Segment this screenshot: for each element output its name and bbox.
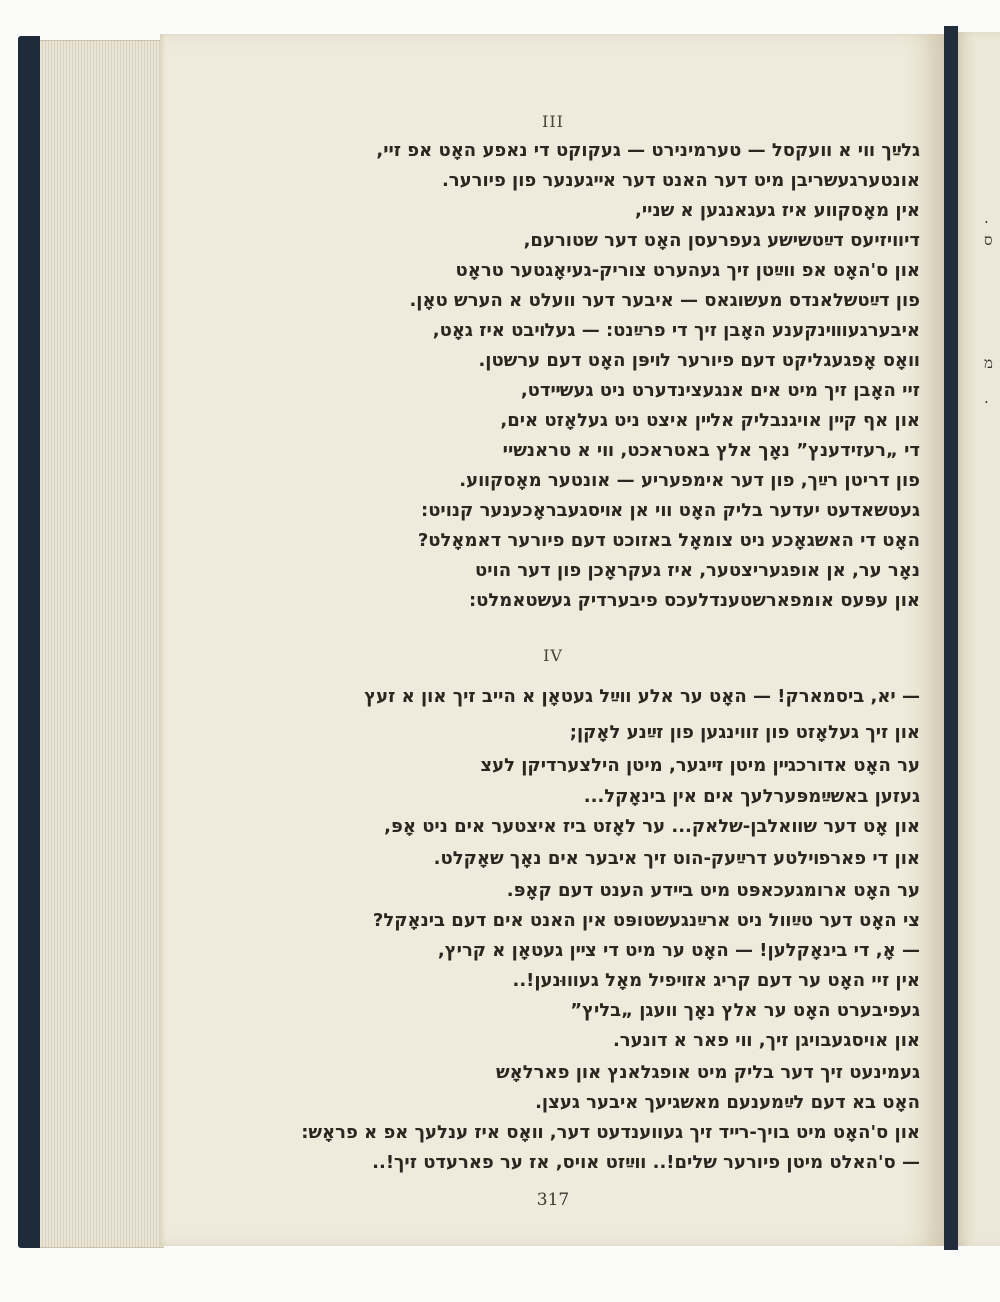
text-line: און עפּעס אומפארשטענדלעכס פיבערדיק געשטאמלט:	[468, 590, 920, 611]
text-line: צי האָט דער טײַװל ניט ארײַנגעשטופּט אין האנט אים דעם בינאָקל?	[372, 910, 920, 931]
facing-page-mark: ס	[984, 231, 993, 249]
text-line: האָט בא דעם לײַמענעם מאשגיעך איבער געצן.	[535, 1092, 920, 1113]
page-text	[160, 34, 946, 1246]
facing-page-mark: .	[984, 389, 989, 407]
text-line: האָט די האשגאָכע ניט צומאָל באזוכט דעם פיורער דאמאָלט?	[417, 530, 920, 551]
facing-page-mark: .	[984, 209, 989, 227]
text-line: אונטערגעשריבן מיט דער האנט דער אײגענער פון פיורער.	[441, 170, 920, 191]
text-line: גלײַך װי א װעקסל — טערמינירט — געקוקט די נאפע האָט אפ זיי,	[376, 140, 920, 161]
text-line: — אָ, די בינאָקלען! — האָט ער מיט די צײן געטאָן א קריץ,	[437, 940, 920, 961]
text-line: געמינעט זיך דער בליק מיט אופגלאנץ און פארלאָש	[496, 1062, 920, 1083]
text-line: זיי האָבן זיך מיט אים אנגעצינדערט ניט געשײדט,	[520, 380, 920, 401]
text-line: דיװיזיעס דײַטשישע געפרעסן האָט דער שטורעם,	[523, 230, 920, 251]
page-block-edges	[40, 40, 164, 1248]
text-line: און אף קײן אויגנבליק אלײן איצט ניט געלאָזט אים,	[500, 410, 920, 431]
text-line: געטשאדעט יעדער בליק האָט װי אן אױסגעבראָכענער קנויט:	[421, 500, 920, 521]
text-line: און אויסגעבויגן זיך, װי פאר א דונער.	[612, 1030, 920, 1051]
text-line: און ס'האָט אפ װײַטן זיך געהערט צוריק-געיאָגטער טראָט	[455, 260, 920, 281]
text-line: ער האָט אדורכגײן מיטן זײגער, מיטן הילצערדיקן לעצ	[480, 755, 920, 776]
text-line: פון דריטן רײַך, פון דער אימפעריע — אונטער מאָסקװע.	[459, 470, 920, 491]
page-number: 317	[536, 1190, 570, 1210]
text-line: אין זיי האָט ער דעם קריג אזױפיל מאָל געװוּנען!..	[512, 970, 920, 991]
section-numeral-iii: III	[542, 112, 564, 131]
text-line: און די פארפױלטע דרײַעק-הוט זיך איבער אים נאָך שאָקלט.	[433, 848, 920, 869]
section-numeral-iv: IV	[543, 646, 563, 665]
text-line: ער האָט ארומגעכאפּט מיט בײדע הענט דעם קאָפּ.	[506, 880, 920, 901]
text-line: — יא, ביסמארק! — האָט ער אלע װײַל געטאָן א הייב זיך און א זעץ	[364, 686, 920, 707]
text-line: און ס'האָט מיט בויך-רײד זיך געװענדעט דער, װאָס איז ענלעך אפ א פראָש:	[301, 1122, 920, 1143]
text-line: געזען באשײַמפּערלעך אים אין בינאָקל...	[583, 786, 920, 807]
text-line: די „רעזידענץ” נאָך אלץ באטראכט, װי א טראנשיי	[502, 440, 920, 461]
text-line: אין מאָסקװע איז געגאנגען א שניי,	[635, 200, 920, 221]
text-line: — ס'האלט מיטן פיורער שלים!.. װײַזט אויס, אז ער פארעדט זיך!..	[372, 1152, 920, 1173]
facing-page-marks	[984, 0, 1000, 1302]
text-line: און אָט דער שװאלבן-שלאק... ער לאָזט ביז איצטער אים ניט אָפּ,	[384, 816, 920, 837]
text-line: איבערגעװױנקענע האָבן זיך די פרײַנט: — געלױבט איז גאָט,	[432, 320, 920, 341]
text-line: פון דײַטשלאנדס מעשוגאס — איבער דער װעלט א הערש טאָן.	[409, 290, 920, 311]
book-page	[160, 34, 946, 1246]
text-line: געפיבערט האָט ער אלץ נאָך װעגן „בליץ”	[570, 1000, 920, 1021]
text-line: װאָס אָפגעגליקט דעם פיורער לױפּן האָט דעם ערשטן.	[478, 350, 920, 371]
text-line: און זיך געלאָזט פון זװינגען פון זײַנע לאָקן;	[569, 722, 920, 743]
book-spine-gutter	[944, 26, 958, 1250]
book-cover-edge	[18, 36, 40, 1248]
facing-page-mark: מ	[984, 354, 993, 372]
text-line: נאָר ער, אן אופגעריצטער, איז געקראָכן פון דער הויט	[475, 560, 920, 581]
